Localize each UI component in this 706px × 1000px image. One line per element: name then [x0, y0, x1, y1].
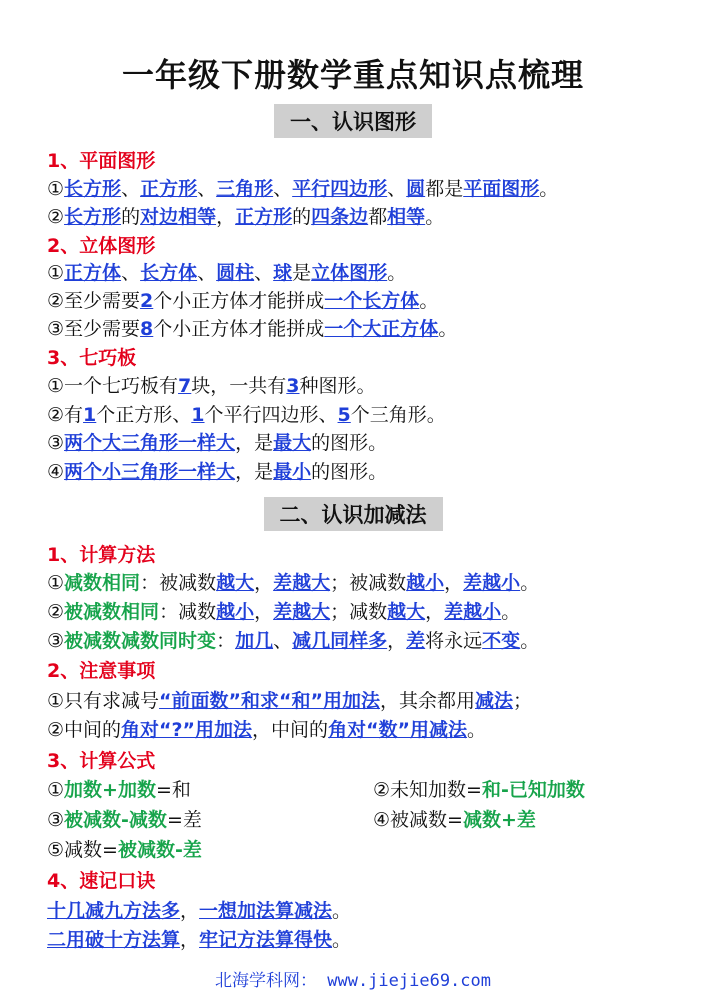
line-method-1: ①减数相同：被减数越大，差越大；被减数越小，差越小。: [47, 572, 540, 594]
subheading-formulas: 3、计算公式: [47, 750, 156, 772]
line-plane-shapes-2: ②长方形的对边相等，正方形的四条边都相等。: [47, 206, 445, 228]
section-heading-shapes: 一、认识图形: [0, 104, 706, 138]
subheading-notes: 2、注意事项: [47, 660, 156, 682]
formula-4: ④被减数=减数+差: [373, 809, 536, 831]
subheading-methods: 1、计算方法: [47, 544, 156, 566]
line-solid-shapes-3: ③至少需要8个小正方体才能拼成一个大正方体。: [47, 318, 458, 340]
line-note-2: ②中间的角对“?”用加法，中间的角对“数”用减法。: [47, 719, 487, 741]
line-solid-shapes-2: ②至少需要2个小正方体才能拼成一个长方体。: [47, 290, 439, 312]
line-solid-shapes-1: ①正方体、长方体、圆柱、球是立体图形。: [47, 262, 407, 284]
line-method-2: ②被减数相同：减数越小，差越大；减数越大，差越小。: [47, 601, 521, 623]
section-heading-add-subtract: 二、认识加减法: [0, 497, 706, 531]
line-tangram-4: ④两个小三角形一样大，是最小的图形。: [47, 461, 388, 483]
subheading-plane-shapes: 1、平面图形: [47, 150, 156, 172]
mnemonic-2: 二用破十方法算，牢记方法算得快。: [47, 929, 352, 951]
line-tangram-2: ②有1个正方形、1个平行四边形、5个三角形。: [47, 404, 446, 426]
line-tangram-3: ③两个大三角形一样大，是最大的图形。: [47, 432, 388, 454]
subheading-mnemonic: 4、速记口诀: [47, 870, 156, 892]
formula-1: ①加数+加数=和: [47, 779, 191, 801]
subheading-solid-shapes: 2、立体图形: [47, 235, 156, 257]
mnemonic-1: 十几减九方法多，一想加法算减法。: [47, 900, 352, 922]
formula-2: ②未知加数=和-已知加数: [373, 779, 585, 801]
page-title: 一年级下册数学重点知识点梳理: [121, 56, 584, 94]
subheading-tangram: 3、七巧板: [47, 347, 137, 369]
line-method-3: ③被减数减数同时变：加几、减几同样多，差将永远不变。: [47, 630, 540, 652]
line-note-1: ①只有求减号“前面数”和求“和”用加法，其余都用减法；: [47, 690, 533, 712]
formula-3: ③被减数-减数=差: [47, 809, 202, 831]
line-plane-shapes-1: ①长方形、正方形、三角形、平行四边形、圆都是平面图形。: [47, 178, 559, 200]
line-tangram-1: ①一个七巧板有7块，一共有3种图形。: [47, 375, 376, 397]
footer-watermark: 北海学科网： www.jiejie69.com: [215, 971, 491, 991]
formula-5: ⑤减数=被减数-差: [47, 839, 202, 861]
